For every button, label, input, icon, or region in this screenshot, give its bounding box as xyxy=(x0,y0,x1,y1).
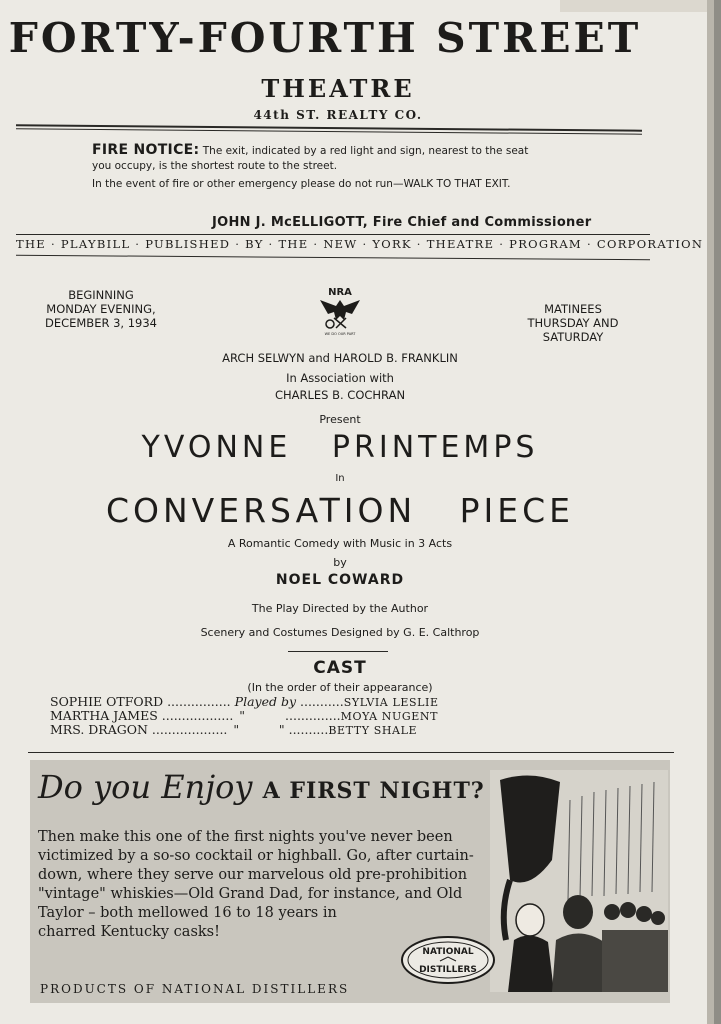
paper-edge xyxy=(560,0,714,12)
cast-ditto: " xyxy=(239,708,246,723)
page-edge xyxy=(707,0,714,1024)
nra-eagle-icon xyxy=(316,284,364,336)
producers: ARCH SELWYN and HAROLD B. FRANKLIN xyxy=(222,351,458,365)
ad-body: Then make this one of the first nights you've never been victimized by a so-so cocktail or highball. Go, after curtain- down, where they serve our marvelous old pre-prohibition "vintage" whiskies—Old Grand Dad, for instance, and Old Taylor – both mellowed 16 to 18 years in charred Kentucky casks! xyxy=(38,829,474,940)
cast-row: MARTHA JAMES .................. " ..............MOYA NUGENT xyxy=(50,708,439,723)
cast-actor: SYLVIA LESLIE xyxy=(343,696,439,709)
cast-ditto: " " xyxy=(233,722,285,737)
seal-top-text: NATIONAL xyxy=(422,947,474,957)
genre-line: A Romantic Comedy with Music in 3 Acts xyxy=(227,537,453,550)
matinee-days: MATINEES THURSDAY AND SATURDAY xyxy=(527,302,619,344)
theatre-audience-illustration xyxy=(490,770,668,992)
association-line: In Association with xyxy=(286,371,394,385)
fire-chief: JOHN J. McELLIGOTT, Fire Chief and Commissioner xyxy=(212,215,592,230)
fire-notice-line: you occupy, is the shortest route to the street. xyxy=(92,160,338,172)
ad-script: Do you Enjoy xyxy=(38,768,253,806)
star-name: YVONNE PRINTEMPS xyxy=(141,430,539,465)
national-distillers-seal-icon xyxy=(400,935,496,985)
nra-label: NRA xyxy=(328,287,352,298)
fire-notice-line: The exit, indicated by a red light and sign, nearest to the seat xyxy=(202,145,529,157)
nra-motto: WE DO OUR PART xyxy=(324,332,356,336)
co-producer: CHARLES B. COCHRAN xyxy=(274,388,406,402)
divider xyxy=(16,255,650,260)
in-line: In xyxy=(335,473,345,484)
fire-notice xyxy=(92,143,612,192)
fire-notice-line: In the event of fire or other emergency please do not run—WALK TO THAT EXIT. xyxy=(92,178,511,190)
director-line: The Play Directed by the Author xyxy=(251,602,429,615)
present-line: Present xyxy=(319,413,361,426)
ad-headline-bold: A FIRST NIGHT? xyxy=(262,778,485,804)
ad-footer: PRODUCTS OF NATIONAL DISTILLERS xyxy=(40,982,350,996)
cast-subheading: (In the order of their appearance) xyxy=(247,681,433,694)
seal-bottom-text: DISTILLERS xyxy=(419,965,477,975)
realty-company: 44th ST. REALTY CO. xyxy=(253,108,423,122)
cast-actor: BETTY SHALE xyxy=(328,724,418,737)
cast-role: MARTHA JAMES xyxy=(50,708,158,723)
by-line: by xyxy=(333,556,347,569)
cast-actor: MOYA NUGENT xyxy=(340,710,439,723)
cast-played-by: Played by xyxy=(234,694,297,709)
theatre-subtitle: THEATRE xyxy=(261,74,415,103)
play-title: CONVERSATION PIECE xyxy=(105,491,575,530)
divider xyxy=(16,234,650,235)
scenery-line: Scenery and Costumes Designed by G. E. Calthrop xyxy=(200,626,480,639)
cast-heading: CAST xyxy=(313,658,367,678)
playbill-publisher: THE · PLAYBILL · PUBLISHED · BY · THE · NEW · YORK · THEATRE · PROGRAM · CORPORATION xyxy=(16,237,704,251)
theatre-name: FORTY-FOURTH STREET xyxy=(8,14,642,62)
divider xyxy=(288,651,388,652)
cast-role: SOPHIE OTFORD xyxy=(50,694,164,709)
cast-row: SOPHIE OTFORD ................ Played by ...........SYLVIA LESLIE xyxy=(50,694,439,709)
opening-date: BEGINNING MONDAY EVENING, DECEMBER 3, 1934 xyxy=(44,288,158,330)
ad-headline xyxy=(38,768,485,806)
cast-row: MRS. DRAGON ................... " " ..........BETTY SHALE xyxy=(50,722,418,737)
fire-notice-label: FIRE NOTICE: xyxy=(92,142,200,158)
author: NOEL COWARD xyxy=(275,572,405,588)
cast-role: MRS. DRAGON xyxy=(50,722,148,737)
divider xyxy=(28,752,674,753)
